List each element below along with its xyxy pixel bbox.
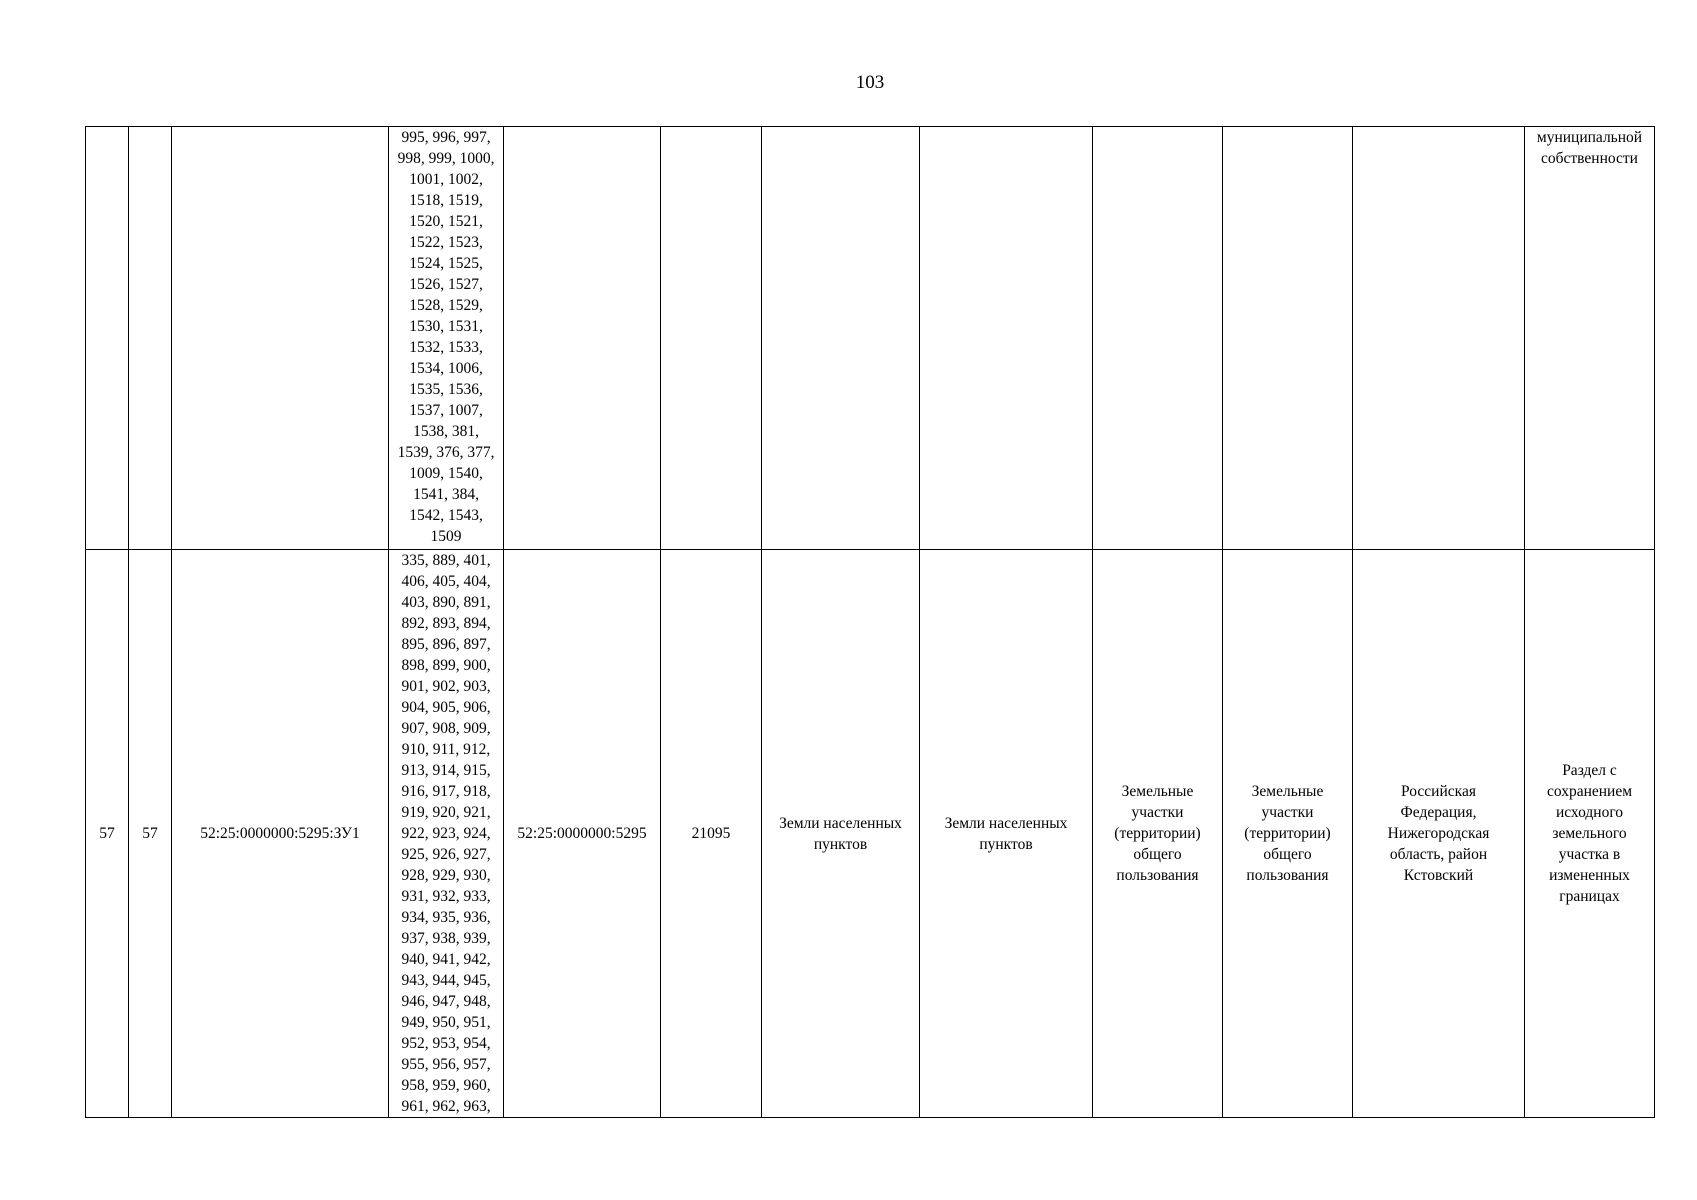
- text-line: Кстовский: [1403, 867, 1474, 884]
- point-line: 949, 950, 951,: [401, 1014, 491, 1031]
- point-line: 955, 956, 957,: [401, 1056, 491, 1073]
- point-line: 1538, 381,: [413, 423, 479, 440]
- point-line: 961, 962, 963,: [401, 1098, 491, 1115]
- area-cell: [661, 127, 762, 550]
- table-body: [86, 127, 1655, 1118]
- point-line: 910, 911, 912,: [401, 741, 491, 758]
- land-category-cell: [762, 127, 920, 550]
- text-line: участки: [1261, 804, 1314, 821]
- text-line: пользования: [1116, 867, 1199, 884]
- point-line: 1537, 1007,: [409, 402, 483, 419]
- text-line: Нижегородская: [1387, 825, 1490, 842]
- point-line: 952, 953, 954,: [401, 1035, 491, 1052]
- formation-method-cell: [1525, 127, 1655, 550]
- point-line: 1509: [430, 528, 462, 545]
- point-line: 940, 941, 942,: [401, 951, 491, 968]
- text-line: область, район: [1389, 846, 1488, 863]
- land-category-new-cell: [920, 127, 1093, 550]
- point-line: 919, 920, 921,: [401, 804, 491, 821]
- permitted-use-cell: [1093, 127, 1223, 550]
- text-line: Земли населенных: [944, 814, 1068, 832]
- address-cell: [1353, 550, 1525, 1118]
- land-category-new-cell: [920, 550, 1093, 1118]
- table-row: [86, 550, 1655, 1118]
- boundary-points-cell: [389, 550, 504, 1118]
- point-line: 895, 896, 897,: [401, 636, 491, 653]
- point-line: 1524, 1525,: [409, 255, 483, 272]
- point-line: 1526, 1527,: [409, 276, 483, 293]
- text-line: исходного: [1555, 804, 1624, 821]
- text-line: сохранением: [1546, 783, 1633, 800]
- parcel-table: [85, 126, 1655, 1118]
- text-line: собственности: [1541, 150, 1638, 167]
- row-number-cell: [86, 127, 129, 550]
- point-line: 335, 889, 401,: [401, 552, 491, 569]
- text-line: общего: [1133, 846, 1182, 863]
- text-line: Земли населенных: [779, 814, 902, 832]
- point-line: 934, 935, 936,: [401, 909, 491, 926]
- text-line: участки: [1131, 804, 1184, 821]
- point-line: 943, 944, 945,: [401, 972, 491, 989]
- text-line: Российская: [1401, 783, 1476, 800]
- point-line: 1530, 1531,: [409, 318, 483, 335]
- parcel-number-cell: [129, 127, 172, 550]
- formation-method-cell: [1525, 550, 1655, 1118]
- area-cell: 21095: [661, 550, 762, 1118]
- text-line: общего: [1263, 846, 1312, 863]
- point-line: 937, 938, 939,: [401, 930, 491, 947]
- text-line: (территории): [1244, 825, 1331, 842]
- text-line: земельного: [1552, 825, 1627, 842]
- address-cell: [1353, 127, 1525, 550]
- point-line: 998, 999, 1000,: [397, 150, 495, 167]
- point-line: 1541, 384,: [413, 486, 479, 503]
- text-line: измененных: [1549, 867, 1630, 884]
- point-line: 907, 908, 909,: [401, 720, 491, 737]
- text-line: Раздел с: [1562, 762, 1617, 779]
- point-line: 946, 947, 948,: [401, 993, 491, 1010]
- point-line: 931, 932, 933,: [401, 888, 491, 905]
- table-row: [86, 127, 1655, 550]
- point-line: 913, 914, 915,: [401, 762, 491, 779]
- text-line: муниципальной: [1536, 129, 1643, 146]
- text-line: Земельные: [1251, 783, 1324, 800]
- point-line: 928, 929, 930,: [401, 867, 491, 884]
- point-line: 1534, 1006,: [409, 360, 483, 377]
- parcel-number-cell: 57: [129, 550, 172, 1118]
- text-line: пунктов: [979, 835, 1033, 853]
- point-line: 1528, 1529,: [409, 297, 483, 314]
- permitted-use-new-cell: [1223, 550, 1353, 1118]
- point-line: 1520, 1521,: [409, 213, 483, 230]
- point-line: 1535, 1536,: [409, 381, 483, 398]
- source-cadastral-id-cell: 52:25:0000000:5295: [504, 550, 661, 1118]
- text-line: пользования: [1246, 867, 1329, 884]
- text-line: Земельные: [1121, 783, 1194, 800]
- point-line: 1518, 1519,: [409, 192, 483, 209]
- text-line: участка в: [1558, 846, 1621, 863]
- point-line: 1542, 1543,: [409, 507, 483, 524]
- point-line: 1522, 1523,: [409, 234, 483, 251]
- parcel-cadastral-id-cell: [172, 127, 389, 550]
- point-line: 925, 926, 927,: [401, 846, 491, 863]
- point-line: 898, 899, 900,: [401, 657, 491, 674]
- point-line: 1532, 1533,: [409, 339, 483, 356]
- parcel-cadastral-id-cell: 52:25:0000000:5295:ЗУ1: [172, 550, 389, 1118]
- point-line: 1009, 1540,: [409, 465, 483, 482]
- point-line: 958, 959, 960,: [401, 1077, 491, 1094]
- point-line: 916, 917, 918,: [401, 783, 491, 800]
- permitted-use-cell: [1093, 550, 1223, 1118]
- point-line: 892, 893, 894,: [401, 615, 491, 632]
- point-line: 995, 996, 997,: [401, 129, 491, 146]
- point-line: 901, 902, 903,: [401, 678, 491, 695]
- point-line: 403, 890, 891,: [401, 594, 491, 611]
- text-line: Федерация,: [1400, 804, 1477, 821]
- point-line: 1539, 376, 377,: [397, 444, 495, 461]
- point-line: 904, 905, 906,: [401, 699, 491, 716]
- text-line: границах: [1559, 888, 1620, 905]
- page-number: 103: [855, 72, 885, 93]
- text-line: пунктов: [813, 835, 868, 853]
- source-cadastral-id-cell: [504, 127, 661, 550]
- text-line: (территории): [1114, 825, 1201, 842]
- point-line: 1001, 1002,: [409, 171, 483, 188]
- land-category-cell: [762, 550, 920, 1118]
- row-number-cell: 57: [86, 550, 129, 1118]
- point-line: 922, 923, 924,: [401, 825, 491, 842]
- permitted-use-new-cell: [1223, 127, 1353, 550]
- point-line: 406, 405, 404,: [401, 573, 491, 590]
- boundary-points-cell: [389, 127, 504, 550]
